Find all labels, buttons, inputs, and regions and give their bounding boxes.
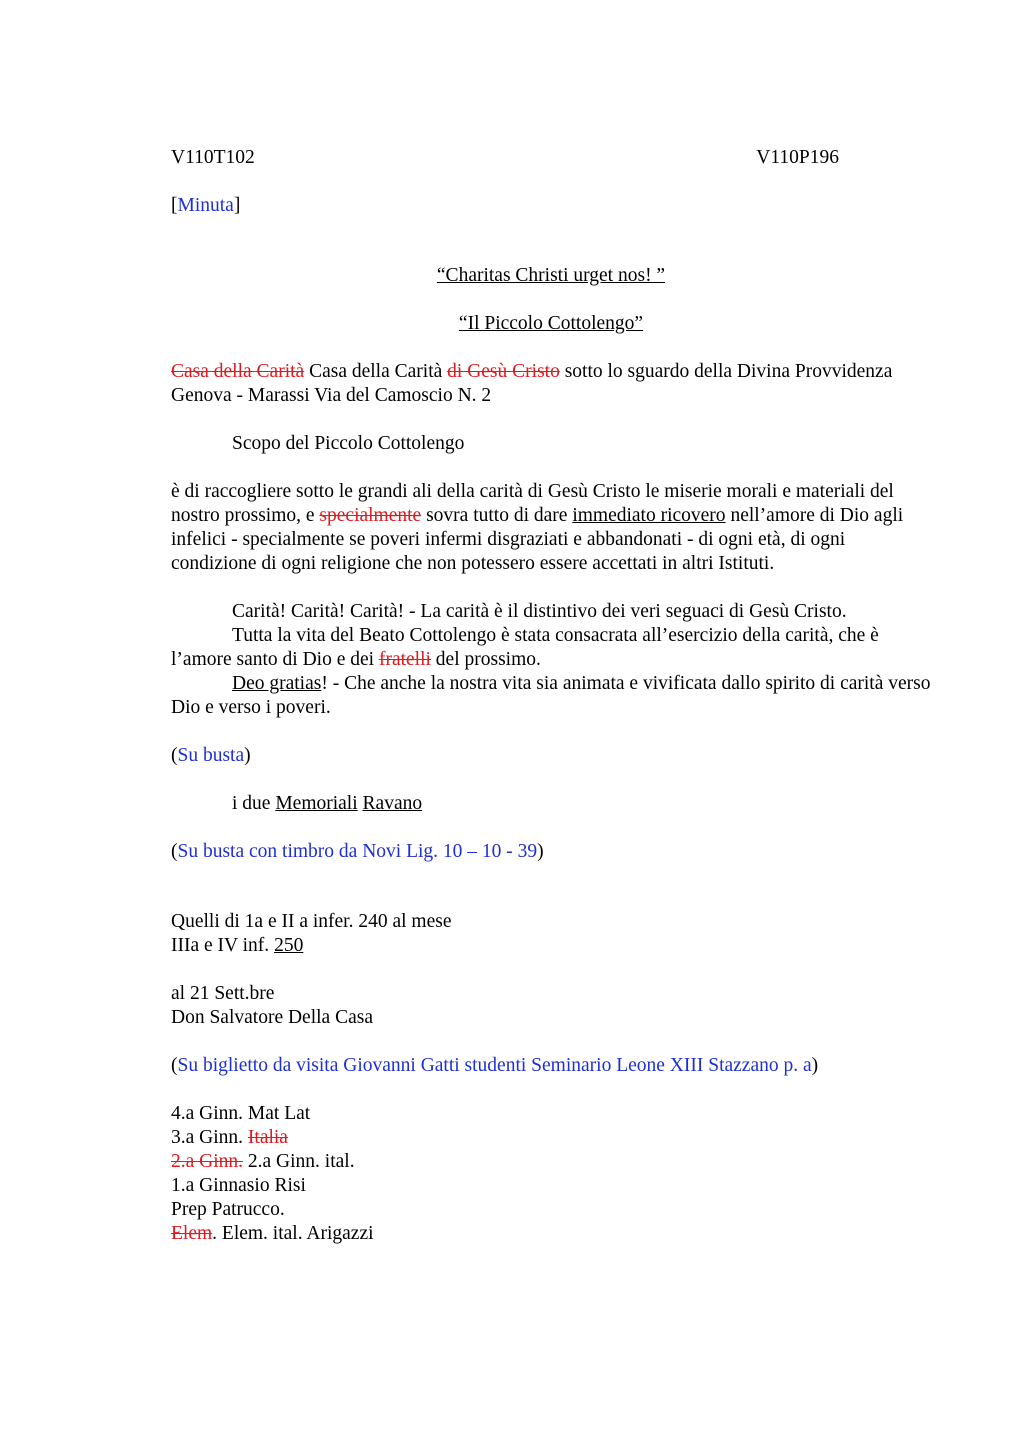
envelope-label: Su busta [177, 745, 245, 766]
scope-heading: Scopo del Piccolo Cottolengo [232, 433, 465, 454]
right-code: V110P196 [756, 147, 839, 168]
cottolengo-paragraph: Tutta la vita del Beato Cottolengo è stata consacrata all’esercizio della carità, che è l’amore santo di Dio e dei fratelli del prossimo. [171, 625, 879, 670]
memorials-line: i due Memoriali Ravano [232, 793, 423, 814]
minuta-label: Minuta [177, 195, 234, 216]
letterhead: Casa della Carità Casa della Carità di Gesù Cristo sotto lo sguardo della Divina Provvidenza [171, 361, 893, 382]
underlined-text: Ravano [362, 793, 423, 814]
envelope-stamp-label: Su busta con timbro da Novi Lig. 10 – 10 - 39 [177, 841, 538, 862]
visiting-card-label: Su biglietto da visita Giovanni Gatti studenti Seminario Leone XIII Stazzano p. a [177, 1055, 812, 1076]
envelope-stamp-note: (Su busta con timbro da Novi Lig. 10 – 10 - 39) [171, 841, 544, 862]
deleted-text: 2.a Ginn. [171, 1151, 244, 1172]
deleted-text: di Gesù Cristo [447, 361, 560, 382]
scope-paragraph: è di raccogliere sotto le grandi ali della carità di Gesù Cristo le miserie morali e materiali del nostro prossimo, e specialmente sovra tutto di dare immediato ricovero nell’amore di Dio agli infelici - specialmente se poveri infermi disgraziati e abbandonati - di ogni età, di ogni condizione di ogni religione che non potessero essere accettati in altri Istituti. [171, 481, 904, 574]
document-page [171, 146, 931, 1246]
signature-name: Don Salvatore Della Casa [171, 1007, 373, 1028]
deleted-text: Italia [247, 1127, 288, 1148]
class-line: 1.a Ginnasio Risi [171, 1175, 306, 1196]
deleted-text: fratelli [378, 649, 431, 670]
deleted-text: Elem [171, 1223, 213, 1244]
document-header [171, 146, 839, 170]
fees-line: IIIa e IV inf. 250 [171, 935, 304, 956]
motto: “Charitas Christi urget nos! ” [436, 265, 666, 286]
visiting-card-note: (Su biglietto da visita Giovanni Gatti studenti Seminario Leone XIII Stazzano p. a) [171, 1055, 819, 1076]
underlined-text: Deo gratias [232, 673, 322, 694]
charity-line: Carità! Carità! Carità! - La carità è il distintivo dei veri seguaci di Gesù Cristo. [232, 601, 847, 622]
minuta-note: [Minuta] [171, 195, 241, 216]
fees-line: Quelli di 1a e II a infer. 240 al mese [171, 911, 452, 932]
deleted-text: Casa della Carità [171, 361, 305, 382]
class-line: Elem. Elem. ital. Arigazzi [171, 1223, 374, 1244]
class-line: Prep Patrucco. [171, 1199, 285, 1220]
left-code: V110T102 [171, 147, 255, 168]
deo-gratias-paragraph: Deo gratias! - Che anche la nostra vita sia animata e vivificata dallo spirito di carità verso Dio e verso i poveri. [171, 673, 931, 718]
class-line: 2.a Ginn. 2.a Ginn. ital. [171, 1151, 355, 1172]
class-line: 3.a Ginn. Italia [171, 1127, 288, 1148]
underlined-text: immediato ricovero [572, 505, 726, 526]
class-line: 4.a Ginn. Mat Lat [171, 1103, 311, 1124]
envelope-note: (Su busta) [171, 745, 251, 766]
date-line: al 21 Sett.bre [171, 983, 275, 1004]
underlined-text: 250 [274, 935, 304, 956]
deleted-text: specialmente [319, 505, 422, 526]
document-title: “Il Piccolo Cottolengo” [458, 313, 644, 334]
underlined-text: Memoriali [275, 793, 358, 814]
address: Genova - Marassi Via del Camoscio N. 2 [171, 385, 492, 406]
